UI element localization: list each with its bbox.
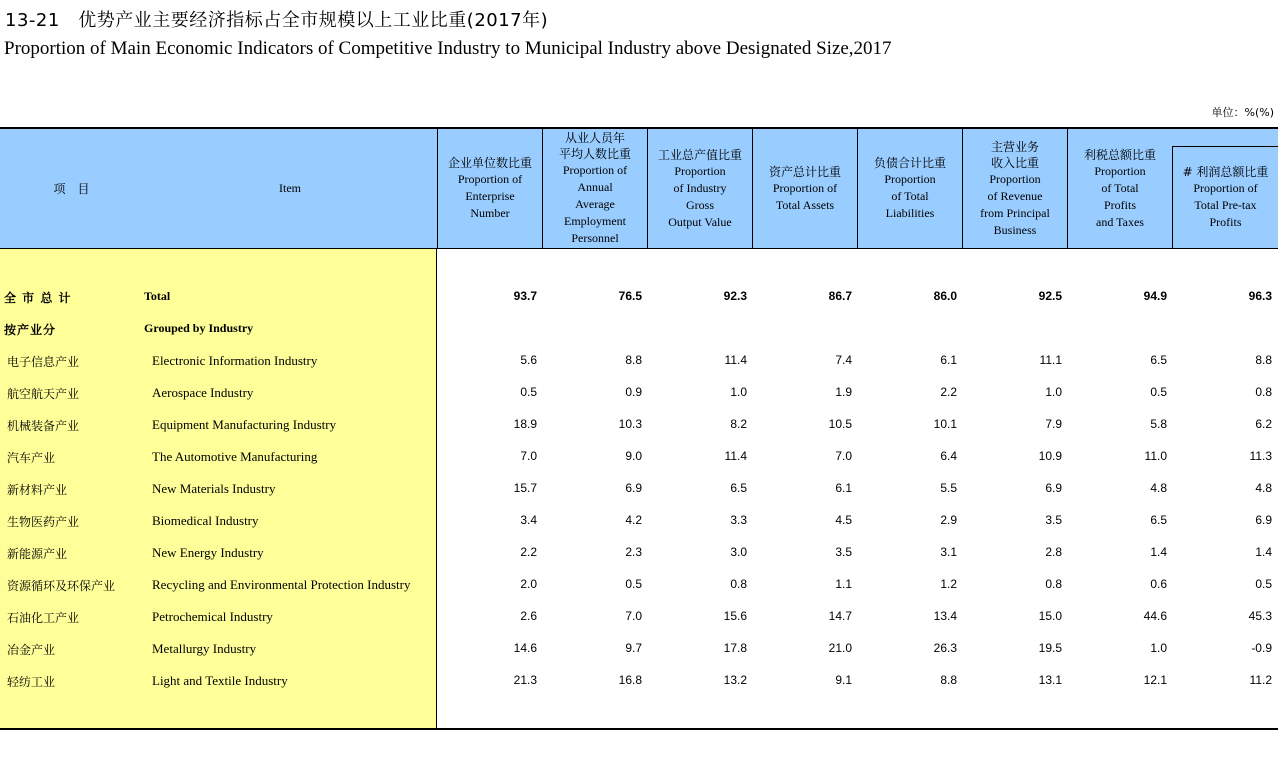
value-cell: 11.0 — [1144, 449, 1167, 463]
row-label-en: The Automotive Manufacturing — [152, 449, 318, 464]
table-row — [0, 537, 1278, 569]
header-col-2 — [542, 129, 647, 248]
value-cell: 96.3 — [1248, 289, 1272, 303]
unit-label: 单位：%(%) — [1211, 106, 1274, 119]
value-cell: 1.0 — [1045, 385, 1062, 399]
value-cell: 18.9 — [513, 417, 537, 431]
row-label-cn: 全 市 总 计 — [4, 291, 72, 305]
value-cell: 6.5 — [1150, 353, 1167, 367]
value-cell: 6.9 — [1255, 513, 1272, 527]
value-cell: 76.5 — [618, 289, 642, 303]
row-label-cn: 按产业分 — [4, 323, 57, 337]
header-col-cn-label: 资产总计比重 — [768, 164, 841, 179]
value-cell: 2.8 — [1045, 545, 1062, 559]
row-label-en: Aerospace Industry — [152, 385, 254, 400]
table-header — [0, 129, 1278, 249]
value-cell: -0.9 — [1251, 641, 1272, 655]
row-label-cn: 机械装备产业 — [7, 419, 80, 433]
value-cell: 6.4 — [940, 449, 957, 463]
table-row — [0, 345, 1278, 377]
value-cell: 2.2 — [520, 545, 537, 559]
header-col-7 — [1067, 129, 1172, 248]
value-cell: 7.0 — [625, 609, 642, 623]
header-col-1 — [437, 129, 542, 248]
value-cell: 6.1 — [940, 353, 957, 367]
value-cell: 1.1 — [835, 577, 852, 591]
header-item-en-label: Item — [279, 181, 301, 195]
row-label-en: Biomedical Industry — [152, 513, 259, 528]
row-label-cn: 冶金产业 — [7, 643, 56, 657]
value-cell: 86.7 — [828, 289, 852, 303]
header-col-cn-label: 企业单位数比重 — [447, 156, 532, 170]
header-col-en-label: Proportion of Total Liabilities — [884, 172, 936, 220]
header-col-en-label: Proportion of Industry Gross Output Value — [668, 163, 732, 229]
value-cell: 2.0 — [520, 577, 537, 591]
row-label-cn: 石油化工产业 — [7, 611, 80, 625]
header-item-en — [143, 129, 437, 248]
value-cell: 0.8 — [1255, 385, 1272, 399]
value-cell: 4.8 — [1150, 481, 1167, 495]
table-row — [0, 473, 1278, 505]
value-cell: 6.1 — [835, 481, 852, 495]
value-cell: 0.5 — [520, 385, 537, 399]
value-cell: 5.6 — [520, 353, 537, 367]
row-label-cn: 电子信息产业 — [7, 355, 80, 369]
value-cell: 92.3 — [723, 289, 747, 303]
value-cell: 0.5 — [1255, 577, 1272, 591]
table-row — [0, 377, 1278, 409]
row-label-en: Grouped by Industry — [144, 321, 254, 335]
value-cell: 2.2 — [940, 385, 957, 399]
value-cell: 7.0 — [520, 449, 537, 463]
header-col-cn-label: 从业人员年 平均人数比重 — [558, 131, 631, 161]
row-label-cn: 生物医药产业 — [7, 515, 80, 529]
table-row — [0, 569, 1278, 601]
value-cell: 10.1 — [933, 417, 957, 431]
value-cell: 5.8 — [1150, 417, 1167, 431]
value-cell: 0.5 — [625, 577, 642, 591]
table-bottom-rule — [0, 728, 1278, 730]
row-label-en: Total — [144, 289, 171, 303]
value-cell: 94.9 — [1143, 289, 1167, 303]
value-cell: 44.6 — [1143, 609, 1167, 623]
header-col-en-label: Proportion of Total Profits and Taxes — [1094, 163, 1146, 229]
value-cell: 2.3 — [625, 545, 642, 559]
page-title-chinese: 13-21 优势产业主要经济指标占全市规模以上工业比重(2017年) — [5, 10, 549, 31]
value-cell: 14.7 — [828, 609, 852, 623]
row-label-en: Electronic Information Industry — [152, 353, 318, 368]
header-item-cn-label: 项 目 — [53, 181, 90, 196]
value-cell: 8.8 — [1255, 353, 1272, 367]
value-cell: 13.2 — [723, 673, 747, 687]
row-label-cn: 汽车产业 — [7, 451, 56, 465]
value-cell: 3.1 — [940, 545, 957, 559]
header-col-cn-label: 工业总产值比重 — [657, 147, 742, 162]
value-cell: 93.7 — [513, 289, 537, 303]
header-col-cn-label: 利税总额比重 — [1083, 147, 1156, 162]
value-cell: 19.5 — [1038, 641, 1062, 655]
row-label-en: Recycling and Environmental Protection Industry — [152, 577, 411, 592]
table-row — [0, 665, 1278, 697]
value-cell: 8.2 — [730, 417, 747, 431]
header-col-6 — [962, 129, 1067, 248]
header-col-en-label: Proportion of Revenue from Principal Business — [980, 171, 1050, 237]
header-col-8 — [1172, 146, 1278, 248]
table-row — [0, 505, 1278, 537]
value-cell: 15.6 — [723, 609, 747, 623]
value-cell: 9.0 — [625, 449, 642, 463]
value-cell: 3.5 — [1045, 513, 1062, 527]
value-cell: 6.2 — [1255, 417, 1272, 431]
table-row — [0, 633, 1278, 665]
value-cell: 3.3 — [730, 513, 747, 527]
value-cell: 1.4 — [1150, 545, 1167, 559]
table-row — [0, 441, 1278, 473]
value-cell: 10.3 — [618, 417, 642, 431]
value-cell: 0.8 — [1045, 577, 1062, 591]
header-col-en-label: Proportion of Enterprise Number — [457, 172, 523, 220]
value-cell: 3.5 — [835, 545, 852, 559]
value-cell: 1.0 — [1150, 641, 1167, 655]
value-cell: 13.4 — [933, 609, 957, 623]
value-cell: 10.9 — [1038, 449, 1062, 463]
value-cell: 13.1 — [1038, 673, 1062, 687]
row-label-cn: 新材料产业 — [7, 483, 68, 497]
header-col-en-label: Proportion of Total Pre-tax Profits — [1193, 181, 1258, 229]
value-cell: 7.9 — [1045, 417, 1062, 431]
value-cell: 6.9 — [625, 481, 642, 495]
value-cell: 3.0 — [730, 545, 747, 559]
header-col-3 — [647, 129, 752, 248]
value-cell: 45.3 — [1248, 609, 1272, 623]
value-cell: 0.9 — [625, 385, 642, 399]
value-cell: 0.6 — [1150, 577, 1167, 591]
value-cell: 4.8 — [1255, 481, 1272, 495]
row-label-en: New Materials Industry — [152, 481, 276, 496]
row-label-cn: 航空航天产业 — [7, 387, 80, 401]
value-cell: 1.4 — [1255, 545, 1272, 559]
value-cell: 11.1 — [1039, 353, 1062, 367]
header-col-cn-label: 主营业务 收入比重 — [990, 139, 1039, 170]
row-label-en: Metallurgy Industry — [152, 641, 257, 656]
value-cell: 26.3 — [933, 641, 957, 655]
value-cell: 16.8 — [618, 673, 642, 687]
header-col-4 — [752, 129, 857, 248]
row-label-en: Light and Textile Industry — [152, 673, 288, 688]
value-cell: 92.5 — [1038, 289, 1062, 303]
header-col-5 — [857, 129, 962, 248]
row-label-cn: 轻纺工业 — [7, 675, 56, 689]
value-cell: 8.8 — [940, 673, 957, 687]
value-cell: 15.0 — [1038, 609, 1062, 623]
table-row — [0, 601, 1278, 633]
value-cell: 0.5 — [1150, 385, 1167, 399]
value-cell: 5.5 — [940, 481, 957, 495]
value-cell: 4.2 — [625, 513, 642, 527]
value-cell: 9.1 — [835, 673, 852, 687]
header-col-en-label: Proportion of Total Assets — [772, 180, 838, 212]
value-cell: 11.4 — [724, 353, 747, 367]
header-item-cn — [0, 129, 143, 248]
value-cell: 6.9 — [1045, 481, 1062, 495]
value-cell: 9.7 — [625, 641, 642, 655]
table-row — [0, 313, 1278, 345]
header-col-en-label: Proportion of Annual Average Employment Personnel — [562, 163, 628, 245]
value-cell: 21.0 — [828, 641, 852, 655]
header-col-cn-label: # 利润总额比重 — [1182, 165, 1269, 179]
value-cell: 14.6 — [513, 641, 537, 655]
value-cell: 1.0 — [730, 385, 747, 399]
value-cell: 12.1 — [1143, 673, 1167, 687]
row-label-en: New Energy Industry — [152, 545, 264, 560]
value-cell: 6.5 — [730, 481, 747, 495]
value-cell: 7.4 — [835, 353, 852, 367]
value-cell: 21.3 — [513, 673, 537, 687]
value-cell: 17.8 — [723, 641, 747, 655]
value-cell: 2.9 — [940, 513, 957, 527]
value-cell: 11.4 — [724, 449, 747, 463]
value-cell: 15.7 — [513, 481, 537, 495]
value-cell: 8.8 — [625, 353, 642, 367]
value-cell: 0.8 — [730, 577, 747, 591]
value-cell: 11.2 — [1249, 673, 1272, 687]
page-title-english: Proportion of Main Economic Indicators of Competitive Industry to Municipal Industry above Designated Size,2017 — [4, 38, 892, 59]
value-cell: 7.0 — [835, 449, 852, 463]
row-label-cn: 资源循环及环保产业 — [7, 579, 116, 593]
value-cell: 6.5 — [1150, 513, 1167, 527]
row-label-en: Petrochemical Industry — [152, 609, 273, 624]
value-cell: 1.9 — [835, 385, 852, 399]
table-row — [0, 409, 1278, 441]
value-cell: 3.4 — [520, 513, 537, 527]
value-cell: 11.3 — [1249, 449, 1272, 463]
row-label-en: Equipment Manufacturing Industry — [152, 417, 337, 432]
value-cell: 2.6 — [520, 609, 537, 623]
table-row — [0, 281, 1278, 313]
value-cell: 1.2 — [940, 577, 957, 591]
row-label-cn: 新能源产业 — [7, 547, 68, 561]
value-cell: 86.0 — [933, 289, 957, 303]
value-cell: 4.5 — [835, 513, 852, 527]
header-col-cn-label: 负债合计比重 — [873, 156, 946, 170]
value-cell: 10.5 — [828, 417, 852, 431]
